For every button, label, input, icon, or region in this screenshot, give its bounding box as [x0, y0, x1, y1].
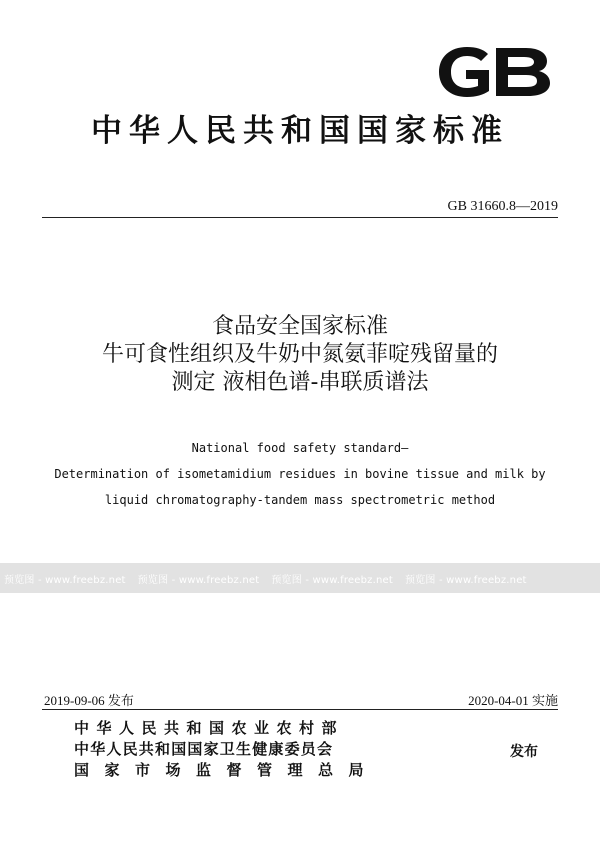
title-en-line-2: Determination of isometamidium residues in bovine tissue and milk by [54, 467, 546, 481]
divider-top [42, 217, 558, 218]
title-en-line-1: National food safety standard— [191, 441, 409, 455]
divider-bottom [42, 709, 558, 710]
watermark-band [0, 563, 600, 593]
title-cn-line-2: 牛可食性组织及牛奶中氮氨菲啶残留量的 [101, 342, 498, 367]
watermark-text: 预览图 - www.freebz.net [271, 574, 394, 586]
watermark-text: 预览图 - www.freebz.net [137, 574, 260, 586]
gb-logo [436, 46, 552, 98]
issue-date: 2019-09-06 发布 [44, 693, 134, 708]
standard-number: GB 31660.8—2019 [447, 199, 558, 214]
watermark-text: 预览图 - www.freebz.net [405, 574, 527, 586]
publish-label: 发布 [510, 744, 538, 760]
issuer-line-3: 国家市场监督管理总局 [74, 761, 380, 779]
title-cn-line-3: 测定 液相色谱-串联质谱法 [171, 370, 429, 395]
issuer-line-1: 中华人民共和国农业农村部 [74, 719, 345, 737]
title-cn-line-1: 食品安全国家标准 [211, 314, 388, 339]
implementation-date: 2020-04-01 实施 [468, 693, 558, 708]
watermark-text: 预览图 - www.freebz.net [4, 574, 126, 586]
issuer-line-2: 中华人民共和国国家卫生健康委员会 [74, 740, 334, 758]
title-en-line-3: liquid chromatography-tandem mass spectrometric method [104, 493, 496, 507]
agency-header: 中华人民共和国国家标准 [91, 113, 509, 149]
